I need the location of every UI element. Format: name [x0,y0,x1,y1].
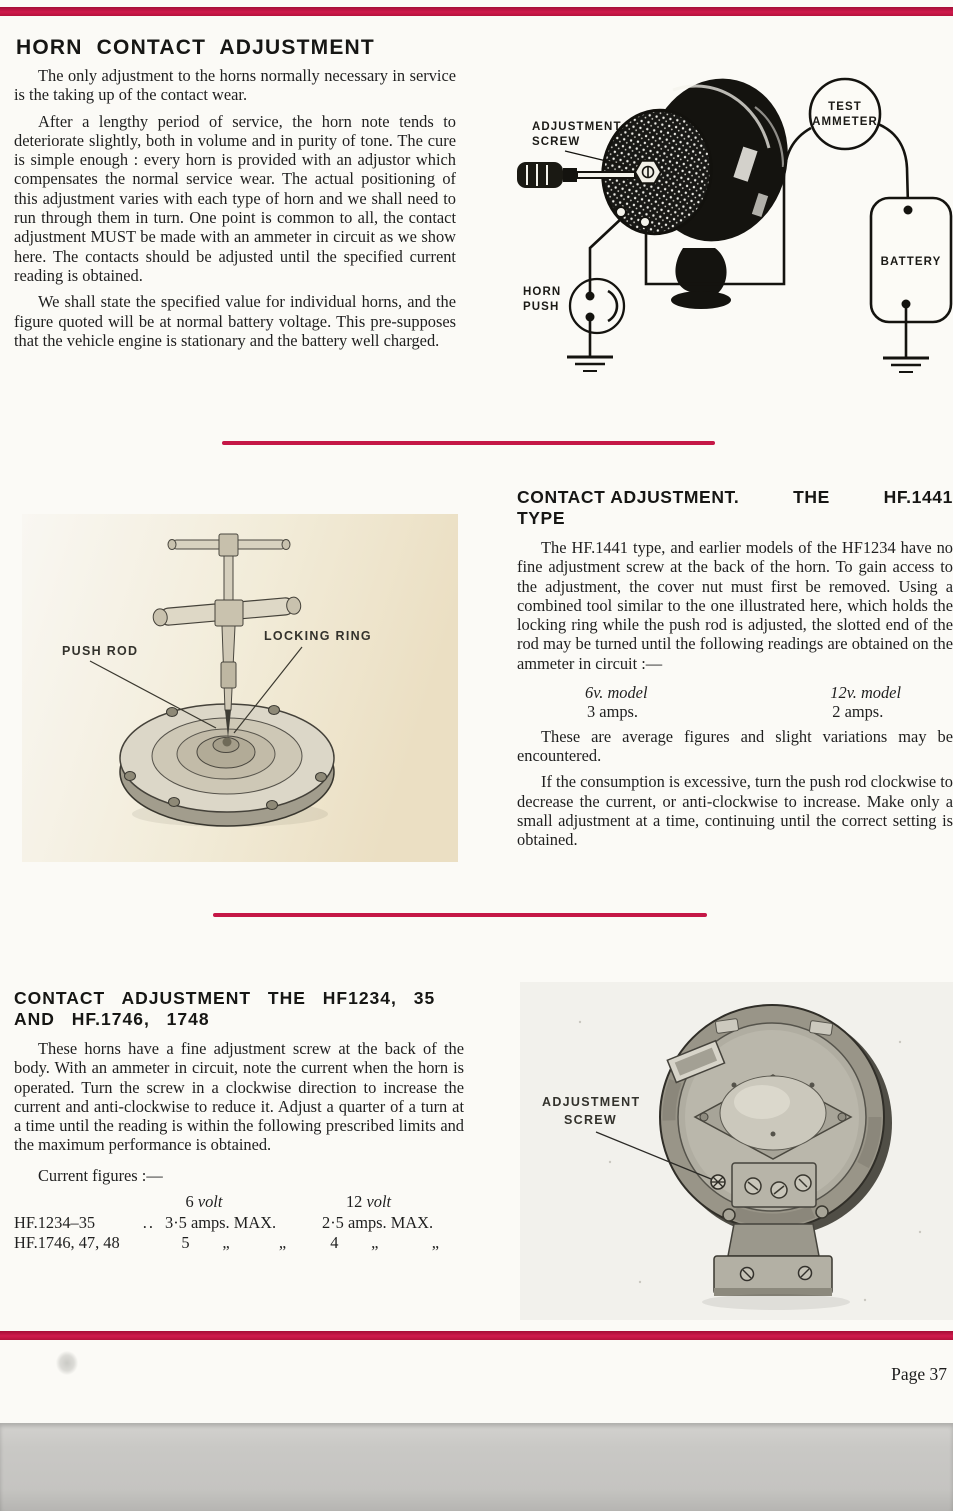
header-6-volt: 6 volt [185,1192,223,1212]
push-rod-label: PUSH ROD [62,644,139,658]
adjustment-screw-label-2: SCREW [532,136,581,148]
wire-ammeter-battery [878,124,908,206]
current-figures-table [14,1192,464,1254]
svg-text:PUSH: PUSH [523,301,560,313]
section-heading-line2: TYPE [517,508,566,528]
adjustment-screw-label: ADJUSTMENT [542,1095,641,1109]
value-12v: 4 „ „ [322,1233,439,1253]
separator-rule-1 [222,441,715,445]
battery [871,198,951,372]
reading-6v: 6v. model 3 amps. [585,683,648,722]
wire-hornpush-horn [590,218,622,294]
paragraph-1: The only adjustment to the horns normally necessary in service is the taking up of the contact wear. [14,66,456,105]
ammeter-readings [517,680,953,723]
reading-12v: 12v. model 2 amps. [830,683,901,722]
test-ammeter [810,79,880,149]
separator-rule-2 [213,913,707,917]
page-number: Page 37 [891,1364,947,1384]
svg-text:HORN: HORN [523,286,562,298]
section-heading: CONTACT ADJUSTMENT THE HF1234, 35 [14,988,436,1008]
ink-smudge [56,1351,78,1375]
circuit-diagram-figure [505,52,953,437]
value-12v: 2·5 amps. MAX. [322,1212,434,1232]
locking-ring-label: LOCKING RING [264,629,372,643]
svg-text:AMMETER: AMMETER [812,116,878,128]
current-figures-intro: Current figures :— [38,1165,163,1185]
section-hf1441 [517,487,953,856]
value-6v: 3·5 amps. MAX. [165,1212,277,1232]
value-6v: 5 „ „ [165,1233,287,1253]
model-name: HF.1234–35 [14,1212,96,1232]
horn-push [523,279,624,371]
section-heading-line2: AND HF.1746, 1748 [14,1009,210,1029]
adjustment-screw-label: ADJUSTMENT [532,121,622,133]
section-horn-contact [14,66,456,357]
adjustment-screw [711,1175,725,1189]
paragraph-2: After a lengthy period of service, the horn note tends to deteriorate slightly, both in volume and in purity of tone. The cure is simple enough : every horn is provided with an adjustor which compensates the normal service wear. The actual positioning of this adjustment varies with each type of horn and we shall need to run through them in turn. One point is common to all, the contact adjustment MUST be made with an ammeter in circuit as we show here. The contacts should be adjusted until the specified current reading is obtained. [14,111,456,285]
svg-text:BATTERY: BATTERY [880,256,942,268]
horn-photo-figure [520,982,953,1320]
paragraph-3: We shall state the specified value for individual horns, and the figure quoted will be at normal battery voltage. This pre-supposes that the vehicle engine is stationary and the battery well charged. [14,292,456,350]
paragraph-3: If the consumption is excessive, turn the push rod clockwise to decrease the current, or anti-clockwise to increase. Make only a small adjustment at a time, continuing until the correct setting is obtained. [517,772,953,850]
model-name: HF.1746, 47, 48 [14,1233,120,1253]
tool-photo-figure [22,514,458,862]
page-title: HORN CONTACT ADJUSTMENT [16,36,375,59]
bottom-rule [0,1331,953,1340]
header-12-volt: 12 volt [345,1192,392,1212]
top-rule [0,7,953,16]
svg-text:TEST: TEST [828,101,862,113]
paragraph-1: These horns have a fine adjustment screw at the back of the body. With an ammeter in circuit, note the current when the horn is operated. Turn the screw in a clockwise direction to increase the current and anti-clockwise to reduce it. Adjust a quarter of a turn at a time until the reading is within the following prescribed limits and the maximum performance is obtained. [14,1039,464,1155]
scanner-background [0,1423,953,1511]
paragraph-2: These are average figures and slight variations may be encountered. [517,726,953,765]
section-hf1234 [14,988,464,1254]
table-row [14,1213,464,1234]
paragraph-1: The HF.1441 type, and earlier models of the HF1234 have no fine adjustment screw at the back of the horn. To gain access to the adjustment, the cover nut must first be removed. Using a combined tool similar to the one illustrated here, which holds the locking ring while the push rod is adjusted, the slotted end of the rod may be turned until the following readings are obtained on the ammeter in circuit :— [517,538,953,673]
table-header-row [14,1192,464,1213]
horn-illustration [593,64,805,309]
table-row [14,1233,464,1254]
adjustment-screw-label-2: SCREW [564,1113,618,1127]
leader-dots: .. [142,1212,155,1232]
section-heading: CONTACT ADJUSTMENT. THE HF.1441 [517,487,953,507]
